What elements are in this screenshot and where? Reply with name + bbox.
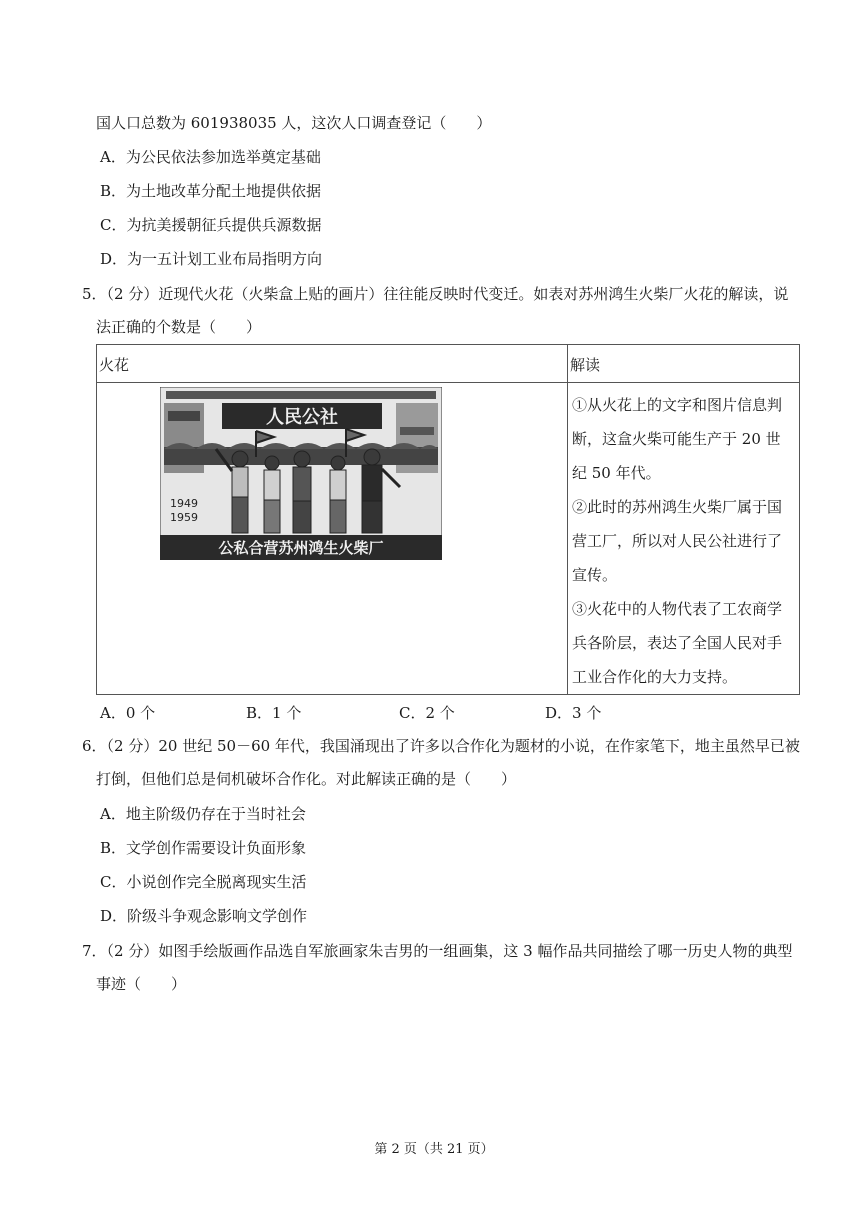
q6-stem-line1: 6．（2 分）20 世纪 50－60 年代，我国涌现出了许多以合作化为题材的小说，在作家笔下，地主虽然早已被: [82, 737, 800, 755]
banner-text: 人民公社: [266, 407, 338, 428]
matchbox-bottom-text: 公私合营苏州鸿生火柴厂: [218, 539, 384, 557]
interpretation-cell: [568, 383, 800, 695]
q5-choice-c: C．2 个: [399, 704, 455, 722]
year-start: 1949: [170, 497, 198, 510]
interpretation-3: ③火花中的人物代表了工农商学兵各阶层，表达了全国人民对手工业合作化的大力支持。: [572, 600, 783, 686]
matchbox-label-image: [160, 387, 442, 560]
q6-stem-line2: 打倒，但他们总是伺机破坏合作化。对此解读正确的是（ ）: [96, 770, 517, 788]
page-number-footer: 第 2 页（共 21 页）: [374, 1142, 494, 1157]
q5-stem-line1: 5．（2 分）近现代火花（火柴盒上贴的画片）往往能反映时代变迁。如表对苏州鸿生火柴厂火花的解读，说: [82, 285, 789, 303]
q6-option-c: C．小说创作完全脱离现实生活: [100, 873, 307, 891]
table-header-interpretation: 解读: [568, 345, 800, 383]
table-header-matchbox: 火花: [97, 345, 568, 383]
q5-choice-b: B．1 个: [246, 704, 302, 722]
q7-stem-line2: 事迹（ ）: [96, 975, 187, 993]
q7-stem-line1: 7．（2 分）如图手绘版画作品选自军旅画家朱吉男的一组画集，这 3 幅作品共同描绘了哪一历史人物的典型: [82, 942, 793, 960]
q4-option-a: A．为公民依法参加选举奠定基础: [100, 148, 321, 166]
q4-stem-tail: 国人口总数为 601938035 人，这次人口调查登记（ ）: [96, 114, 492, 132]
q6-option-d: D．阶级斗争观念影响文学创作: [100, 907, 308, 925]
interpretation-2: ②此时的苏州鸿生火柴厂属于国营工厂，所以对人民公社进行了宣传。: [572, 498, 783, 584]
q6-option-b: B．文学创作需要设计负面形象: [100, 839, 307, 857]
q5-choice-a: A．0 个: [100, 704, 156, 722]
q4-option-d: D．为一五计划工业布局指明方向: [100, 250, 323, 268]
year-end: 1959: [170, 511, 198, 524]
q4-option-c: C．为抗美援朝征兵提供兵源数据: [100, 216, 322, 234]
q6-option-a: A．地主阶级仍存在于当时社会: [100, 805, 306, 823]
q5-choice-d: D．3 个: [545, 704, 602, 722]
q5-stem-line2: 法正确的个数是（ ）: [96, 318, 262, 336]
q4-option-b: B．为土地改革分配土地提供依据: [100, 182, 322, 200]
interpretation-1: ①从火花上的文字和图片信息判断，这盒火柴可能生产于 20 世纪 50 年代。: [572, 396, 783, 482]
